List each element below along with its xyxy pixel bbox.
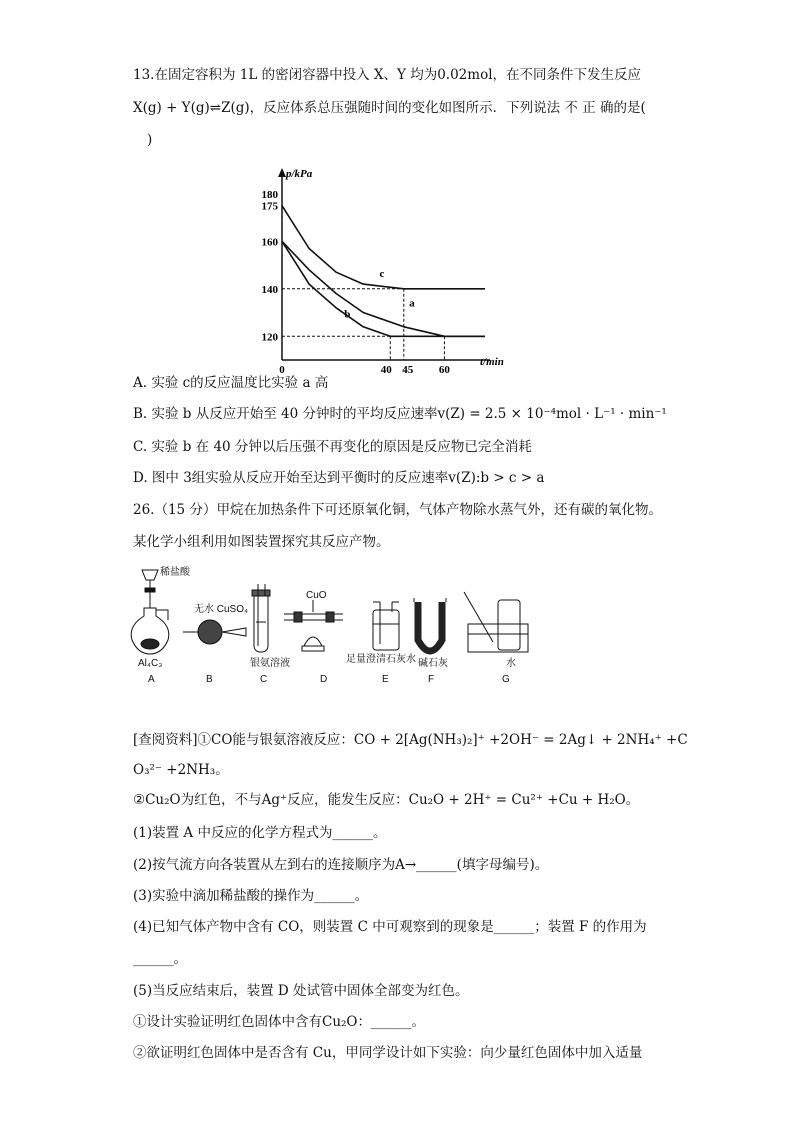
q26-part3: (3)实验中滴加稀盐酸的操作为______。 [133,888,369,904]
label-g: G [502,674,510,685]
label-soda-lime: 碱石灰 [418,658,448,669]
q26-intro-line1: 26.（15 分）甲烷在加热条件下可还原氧化铜，气体产物除水蒸气外，还有碳的氧化物。 [133,502,662,518]
q26-part4-line1: (4)已知气体产物中含有 CO，则装置 C 中可观察到的现象是______；装置 F 的作用为 [133,919,647,935]
q26-intro-line2: 某化学小组利用如图装置探究其反应产物。 [133,534,390,550]
label-a: A [148,674,155,685]
q26-part5: (5)当反应结束后，装置 D 处试管中固体全部变为红色。 [133,983,469,999]
y-axis-label: p/kPa [286,168,313,180]
ref-line2: ②Cu₂O为红色，不与Ag⁺反应，能发生反应：Cu₂O + 2H⁺ = Cu²⁺ +Cu + H₂O。 [133,792,640,808]
curve-label-a: a [409,297,415,310]
y-tick-180: 180 [261,188,278,201]
apparatus-g [464,592,528,652]
x-tick-45: 45 [402,364,414,376]
x-tick-40: 40 [380,364,392,376]
y-tick-140: 140 [261,283,278,296]
q13-line1: 13.在固定容积为 1L 的密闭容器中投入 X、Y 均为0.02mol，在不同条件下发生反应 [133,67,642,83]
apparatus-diagram [128,562,528,687]
x-axis-label: t/min [480,356,504,368]
q13-option-c: C. 实验 b 在 40 分钟以后压强不再变化的原因是反应物已完全消耗 [133,439,532,455]
q26-part1: (1)装置 A 中反应的化学方程式为______。 [133,825,387,841]
label-c: C [260,674,268,685]
q26-part5-1: ①设计实验证明红色固体中含有Cu₂O：______。 [133,1014,426,1030]
ref-line1b: O₃²⁻ +2NH₃。 [133,762,229,778]
label-cuso4: 无水 CuSO₄ [194,604,249,615]
q13-option-d: D. 图中 3组实验从反应开始至达到平衡时的反应速率v(Z):b > c > a [133,470,545,486]
q13-line3: ) [147,132,153,148]
x-tick-60: 60 [438,364,450,376]
apparatus-c [252,584,270,652]
curve-label-c: c [379,267,385,280]
apparatus-a [131,570,169,654]
x-tick-0: 0 [279,364,285,376]
apparatus-d [284,600,343,651]
q26-part5-2: ②欲证明红色固体中是否含有 Cu，甲同学设计如下实验：向少量红色固体中加入适量 [133,1045,643,1061]
q26-part4-line2: ______。 [133,951,187,967]
label-water: 水 [506,658,516,669]
apparatus-e [373,602,399,650]
y-tick-160: 160 [261,236,278,249]
label-f: F [428,674,435,685]
pressure-time-chart [250,162,504,376]
label-silver-ammonia: 银氨溶液 [250,658,290,669]
q26-part2: (2)按气流方向各装置从左到右的连接顺序为A→______(填字母编号)。 [133,857,549,873]
apparatus-f [414,598,446,651]
series-curves [282,206,485,337]
label-limewater: 足量澄清石灰水 [346,654,416,665]
label-cuo: CuO [306,590,327,601]
q13-option-b: B. 实验 b 从反应开始至 40 分钟时的平均反应速率v(Z) = 2.5 × 10⁻⁴mol · L⁻¹ · min⁻¹ [133,406,667,422]
y-tick-175: 175 [261,200,278,213]
label-al4c3: Al₄C₃ [138,658,163,669]
label-b: B [206,674,213,685]
apparatus-b [183,620,246,644]
curve-label-b: b [344,308,351,321]
label-dilute-hcl: 稀盐酸 [160,567,190,578]
q13-option-a: A. 实验 c的反应温度比实验 a 高 [133,375,329,391]
label-d: D [320,674,328,685]
y-tick-120: 120 [261,331,278,344]
q13-line2: X(g) + Y(g)⇌Z(g)，反应体系总压强随时间的变化如图所示．下列说法 不 正 确的是( [133,100,646,116]
label-e: E [382,674,389,685]
reference-dashed-lines [282,289,444,360]
ref-line1: [查阅资料]①CO能与银氨溶液反应：CO + 2[Ag(NH₃)₂]⁺ +2OH⁻ = 2Ag↓ + 2NH₄⁺ +C [133,732,688,748]
y-axis-arrow [278,168,286,177]
